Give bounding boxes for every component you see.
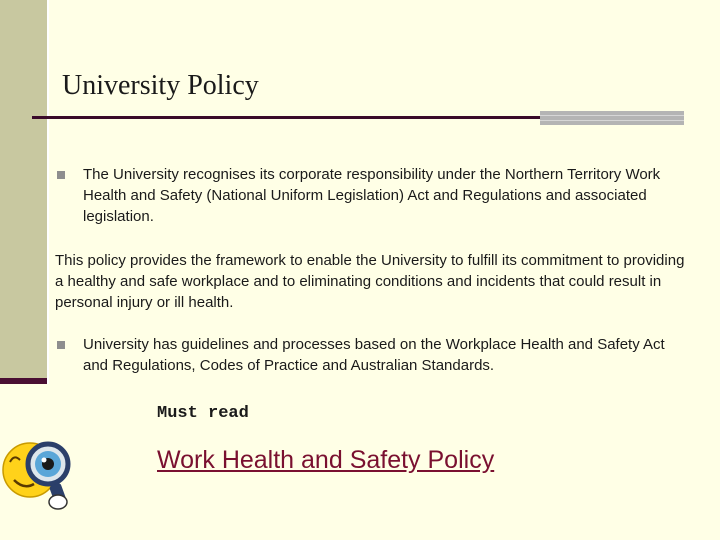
title-divider-accent <box>540 111 684 125</box>
title-divider <box>32 116 540 119</box>
must-read-label: Must read <box>157 404 249 423</box>
square-bullet-icon <box>57 171 65 179</box>
left-decorative-band <box>0 0 47 384</box>
bullet-paragraph-2: University has guidelines and processes based on the Workplace Health and Safety Act and Regulations, Codes of Practice and Australian Standards. <box>83 336 665 374</box>
bullet-paragraph-1: The University recognises its corporate responsibility under the Northern Territory Work Health and Safety (National Uniform Legislation) Act and Regulations and associated legislation. <box>83 166 661 225</box>
slide-title: University Policy <box>62 70 259 101</box>
policy-paragraph: This policy provides the framework to enable the University to fulfill its commitment to providing a healthy and safe workplace and to eliminating conditions and incidents that could result in personal injury or ill health. <box>55 252 685 311</box>
band-edge <box>47 0 49 384</box>
band-footer-bar <box>0 378 47 384</box>
magnifying-glass-smiley-icon <box>0 422 90 512</box>
square-bullet-icon <box>57 341 65 349</box>
policy-link[interactable]: Work Health and Safety Policy <box>157 446 495 474</box>
